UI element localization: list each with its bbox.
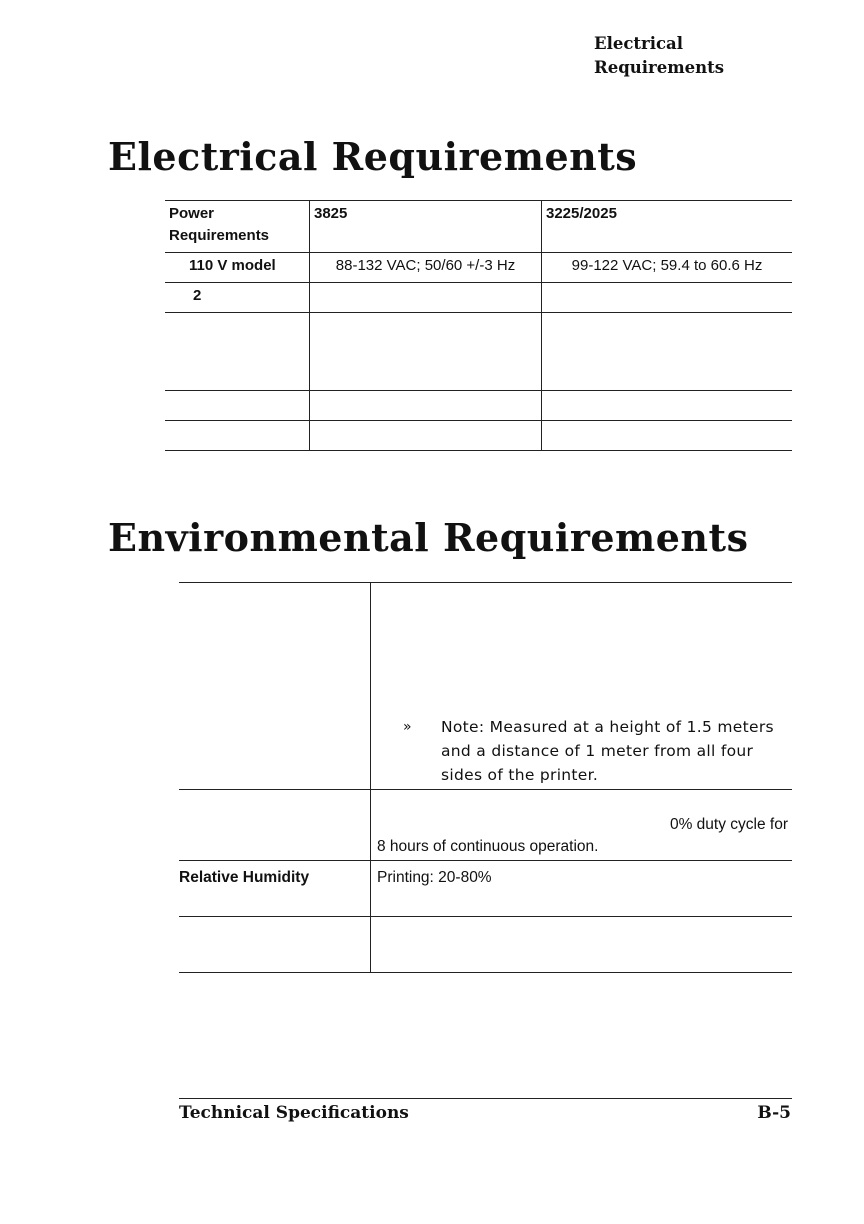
header-requirements: Requirements [169,227,270,244]
electrical-section-title: Electrical Requirements [108,134,638,179]
row-value [371,790,793,861]
running-head [594,32,724,80]
row-3225-value: 99-122 VAC; 59.4 to 60.6 Hz [542,253,793,283]
electrical-table [165,200,792,451]
row-3225-value [542,283,793,313]
table-row [165,253,792,283]
note-container [377,589,792,789]
row-3225-value [542,421,793,451]
running-head-line2: Requirements [594,58,725,77]
row-3825-value: 88-132 VAC; 50/60 +/-3 Hz [310,253,542,283]
temperature-container [377,796,792,860]
table-row [179,861,792,917]
temperature-text-b: 8 hours of continuous operation. [377,838,599,855]
table-row [179,790,792,861]
row-label: 110 V model [165,253,310,283]
row-label [179,583,371,790]
table-row [165,421,792,451]
environmental-section-title: Environmental Requirements [108,515,749,560]
row-value [371,583,793,790]
row-3225-value [542,313,793,391]
row-label: 2 [165,283,310,313]
table-row [179,583,792,790]
humidity-label: Relative Humidity [179,861,371,917]
table-row [165,283,792,313]
row-value [371,917,793,973]
running-head-line1: Electrical [594,34,683,53]
row-3825-value [310,283,542,313]
row-3825-value [310,313,542,391]
row-label [165,421,310,451]
row-label [179,917,371,973]
note-marker: » [403,719,412,735]
table-row [179,917,792,973]
footer-page-number: B-5 [757,1103,791,1123]
footer-section-name: Technical Specifications [179,1103,409,1123]
note-text: Note: Measured at a height of 1.5 meters and a distance of 1 meter from all four sides of the printer. [441,718,774,784]
humidity-value: Printing: 20-80% [371,861,793,917]
temperature-text-a: 0% duty cycle for [669,816,788,833]
table-row [165,391,792,421]
header-power-requirements [165,201,310,253]
header-3225-2025: 3225/2025 [542,201,793,253]
footer-divider [179,1098,792,1099]
row-label [179,790,371,861]
header-power: Power [169,205,215,222]
row-3825-value [310,421,542,451]
electrical-header-row [165,201,792,253]
table-row [165,313,792,391]
environmental-table [179,582,792,973]
row-label [165,313,310,391]
row-3825-value [310,391,542,421]
row-label [165,391,310,421]
header-3825: 3825 [310,201,542,253]
row-3225-value [542,391,793,421]
